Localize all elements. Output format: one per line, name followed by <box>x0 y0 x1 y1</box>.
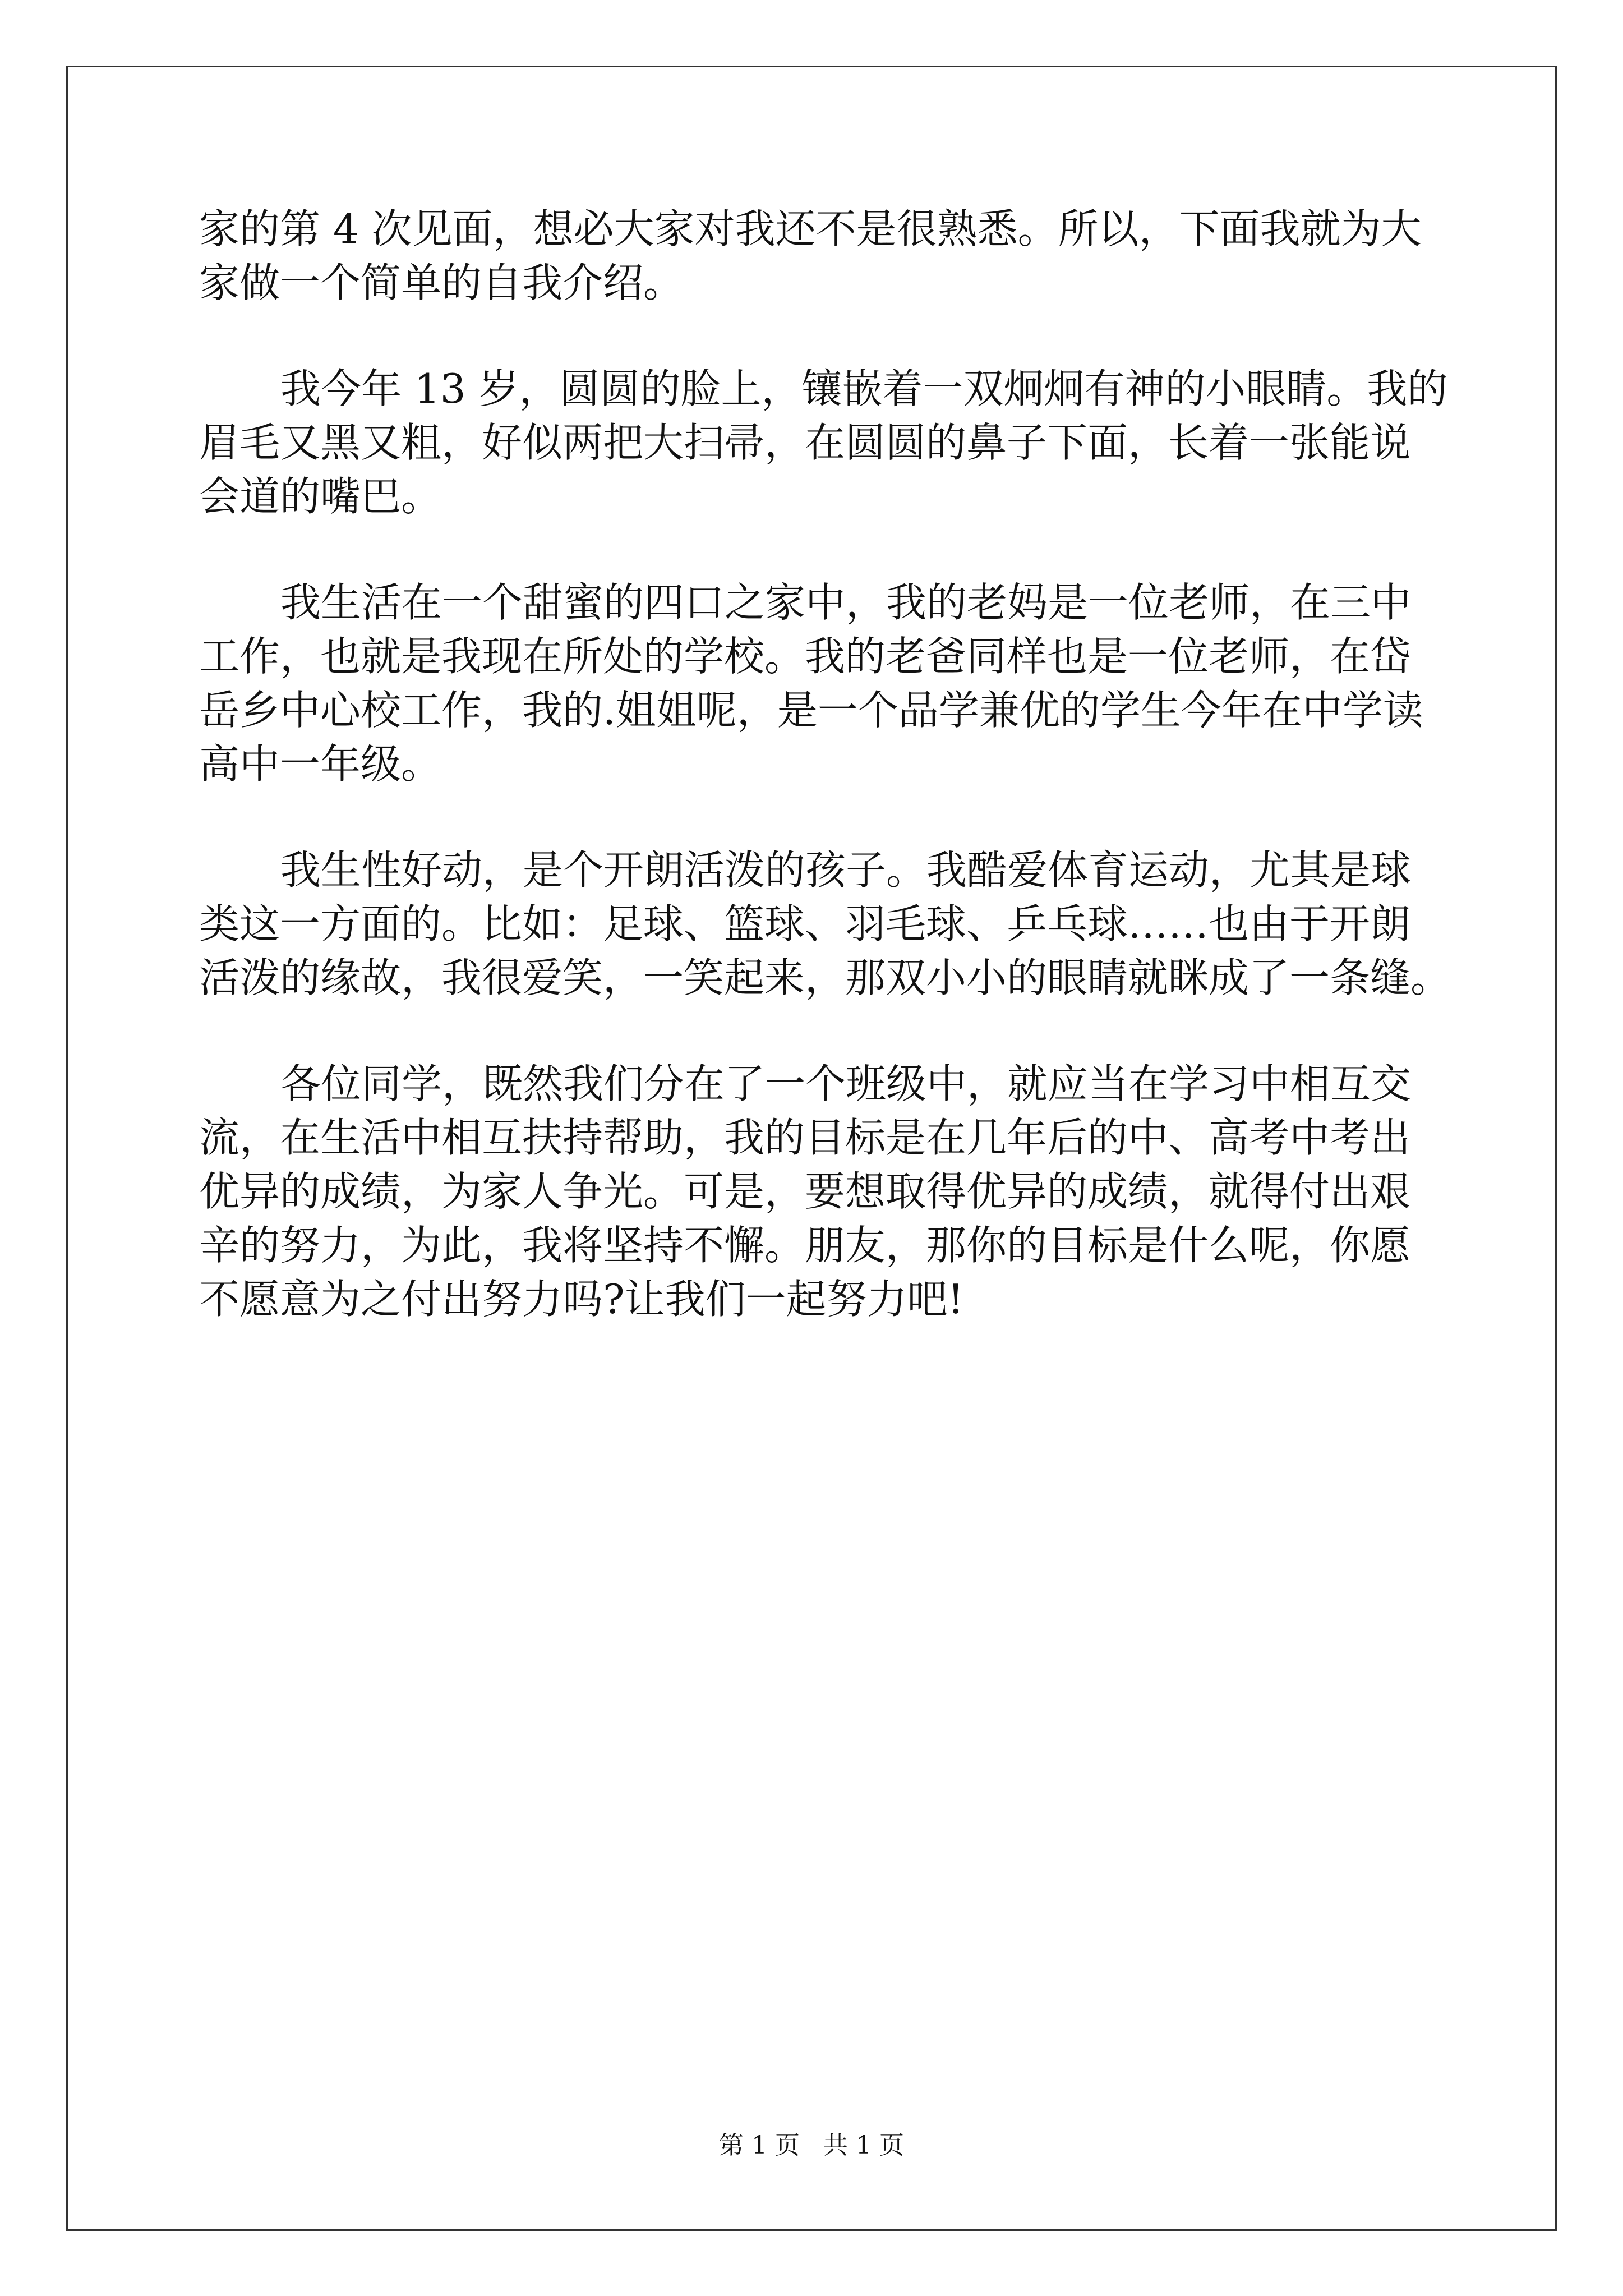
text-line: 工作，也就是我现在所处的学校。我的老爸同样也是一位老师，在岱 <box>199 633 1411 680</box>
paragraph-gap <box>199 310 1427 362</box>
paragraph <box>199 202 1427 310</box>
text-line: 各位同学，既然我们分在了一个班级中，就应当在学习中相互交 <box>280 1060 1412 1107</box>
text-line: 家做一个简单的自我介绍。 <box>199 259 684 306</box>
text-line: 我生活在一个甜蜜的四口之家中，我的老妈是一位老师，在三中 <box>280 579 1412 626</box>
paragraph <box>199 1057 1427 1326</box>
paragraph-gap <box>199 523 1427 576</box>
document-body <box>199 202 1451 1326</box>
paragraph <box>199 576 1427 791</box>
paragraph-gap <box>199 1005 1427 1057</box>
text-line: 我今年 13 岁，圆圆的脸上，镶嵌着一双炯炯有神的小眼睛。我的 <box>280 365 1448 412</box>
text-line: 眉毛又黑又粗，好似两把大扫帚，在圆圆的鼻子下面，长着一张能说 <box>199 419 1411 466</box>
text-line: 不愿意为之付出努力吗?让我们一起努力吧! <box>199 1276 964 1323</box>
text-line: 流，在生活中相互扶持帮助，我的目标是在几年后的中、高考中考出 <box>199 1114 1411 1161</box>
page-footer: 第 1 页 共 1 页 <box>719 2131 904 2160</box>
text-line: 辛的努力，为此，我将坚持不懈。朋友，那你的目标是什么呢，你愿 <box>199 1222 1411 1269</box>
text-line: 活泼的缘故，我很爱笑，一笑起来，那双小小的眼睛就眯成了一条缝。 <box>199 954 1451 1001</box>
paragraph <box>199 362 1448 523</box>
text-line: 优异的成绩，为家人争光。可是，要想取得优异的成绩，就得付出艰 <box>199 1168 1411 1215</box>
text-line: 岳乡中心校工作，我的.姐姐呢，是一个品学兼优的学生今年在中学读 <box>199 687 1423 734</box>
text-line: 类这一方面的。比如：足球、篮球、羽毛球、乒乓球……也由于开朗 <box>199 900 1411 947</box>
text-line: 会道的嘴巴。 <box>199 473 442 520</box>
text-line: 高中一年级。 <box>199 740 442 788</box>
paragraph <box>199 843 1451 1005</box>
text-line: 我生性好动，是个开朗活泼的孩子。我酷爱体育运动，尤其是球 <box>280 846 1412 894</box>
text-line: 家的第 4 次见面，想必大家对我还不是很熟悉。所以，下面我就为大 <box>199 205 1422 252</box>
paragraph-gap <box>199 791 1427 843</box>
